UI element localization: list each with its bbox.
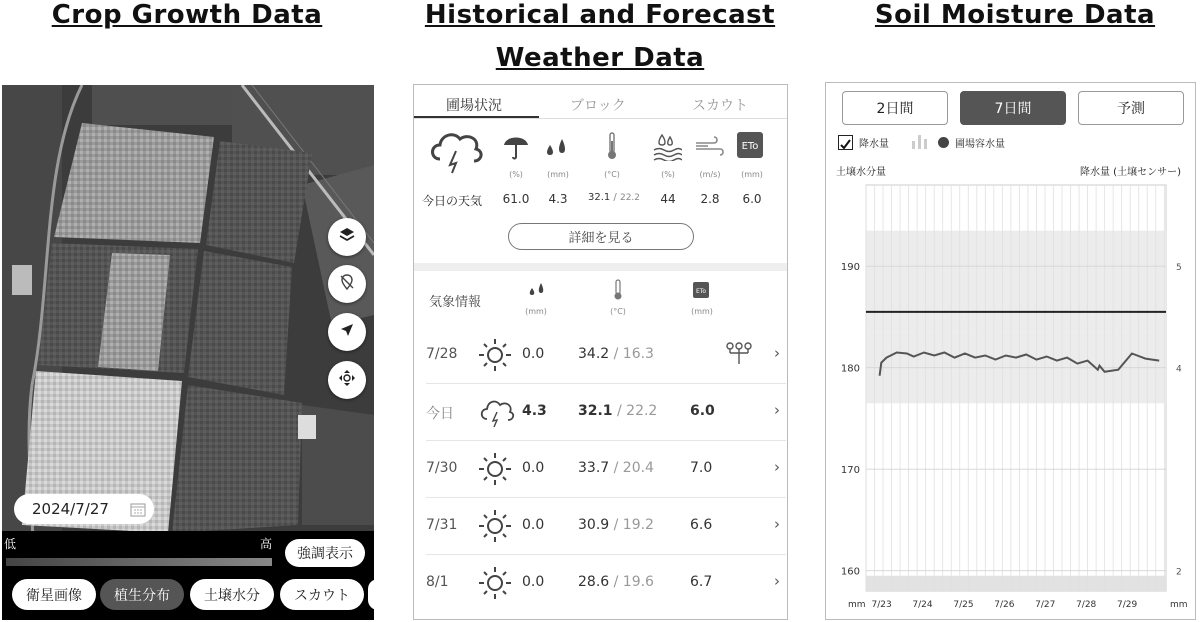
- navigation-arrow-icon: [338, 321, 356, 343]
- chip-satellite-image[interactable]: 衛星画像: [12, 579, 96, 610]
- chevron-right-icon: ›: [774, 515, 780, 533]
- upper-band: [866, 231, 1166, 332]
- row-date: 7/30: [426, 460, 458, 476]
- bottom-band: [866, 576, 1166, 591]
- segment-forecast[interactable]: 予測: [1078, 91, 1184, 125]
- chevron-right-icon: ›: [774, 572, 780, 590]
- row-temp-separator: /: [613, 574, 619, 590]
- x-unit-left: mm: [848, 600, 866, 610]
- today-temp-high: 32.1: [587, 192, 611, 203]
- thermometer-icon: [604, 131, 620, 165]
- date-value: 2024/7/27: [32, 500, 109, 518]
- soil-moisture-heading: Soil Moisture Data: [874, 0, 1156, 30]
- chip-vegetation-distribution[interactable]: 植生分布: [100, 579, 184, 610]
- calendar-icon: [130, 501, 146, 521]
- row-temp: [578, 460, 654, 476]
- row-rain: 0.0: [522, 574, 545, 590]
- location-off-button[interactable]: [328, 265, 366, 303]
- row-temp-low: 19.2: [622, 517, 654, 533]
- today-rain-prob: 61.0: [502, 192, 530, 206]
- row-temp-low: 22.2: [626, 403, 658, 419]
- y2-tick-label: 5: [1176, 263, 1182, 274]
- today-rain: 4.3: [548, 192, 568, 206]
- emphasis-button[interactable]: 強調表示: [285, 539, 365, 567]
- row-date: 8/1: [426, 574, 449, 590]
- row-temp-high: 28.6: [578, 574, 610, 590]
- sun-icon: [478, 566, 512, 604]
- y-tick-label: 160: [840, 566, 860, 578]
- unit-humidity: (%): [661, 170, 675, 179]
- unit-temp: (°C): [604, 170, 620, 179]
- row-temp-high: 34.2: [578, 346, 610, 362]
- forecast-row[interactable]: [426, 556, 786, 612]
- row-rain: 4.3: [522, 403, 547, 419]
- umbrella-icon: [502, 133, 530, 165]
- location-off-icon: [338, 273, 356, 295]
- row-temp-high: 32.1: [578, 403, 613, 419]
- row-temp: [578, 403, 657, 419]
- chevron-right-icon: ›: [774, 458, 780, 476]
- sun-icon: [478, 338, 512, 376]
- humidity-icon: [652, 133, 682, 165]
- col-unit-eto: (mm): [691, 307, 713, 316]
- expand-icon: [338, 369, 356, 391]
- tab-divider: [414, 118, 788, 119]
- row-temp-high: 30.9: [578, 517, 610, 533]
- weather-panel: [413, 84, 788, 620]
- eto-badge-label: ETo: [741, 141, 759, 152]
- x-tick-label: 7/28: [1076, 600, 1097, 610]
- eto-icon: [736, 131, 764, 163]
- row-divider: [426, 497, 786, 498]
- row-temp-low: 16.3: [622, 346, 654, 362]
- y2-axis-label: 降水量 (土壌センサー): [1080, 167, 1181, 178]
- legend-high-label: 高: [260, 537, 273, 551]
- y-tick-label: 180: [840, 363, 860, 375]
- y2-tick-label: 2: [1176, 567, 1182, 578]
- segment-7-days[interactable]: 7日間: [960, 91, 1066, 125]
- unit-wind: (m/s): [699, 170, 721, 179]
- legend-gradient: [6, 558, 272, 566]
- y2-tick-label: 4: [1176, 364, 1182, 375]
- row-date: 7/28: [426, 346, 458, 362]
- forecast-row[interactable]: [426, 442, 786, 498]
- chevron-right-icon: ›: [774, 344, 780, 362]
- row-temp: [578, 517, 654, 533]
- cloud-rain-icon: [426, 125, 490, 179]
- navigate-button[interactable]: [328, 313, 366, 351]
- weather-info-label: 気象情報: [429, 295, 482, 310]
- row-temp: [578, 346, 654, 362]
- wind-icon: [694, 135, 724, 163]
- today-wind: 2.8: [700, 192, 720, 206]
- sun-icon: [478, 509, 512, 547]
- row-temp-low: 20.4: [622, 460, 654, 476]
- x-tick-label: 7/24: [912, 600, 933, 610]
- today-eto: 6.0: [742, 192, 762, 206]
- today-humidity: 44: [660, 192, 676, 206]
- eto-icon: [692, 281, 710, 303]
- legend-rain-label: 降水量: [859, 139, 889, 150]
- raindrops-icon: [526, 281, 548, 303]
- x-tick-label: 7/25: [953, 600, 974, 610]
- row-rain: 0.0: [522, 460, 545, 476]
- row-temp-high: 33.7: [578, 460, 610, 476]
- eto-small-label: ETo: [695, 288, 707, 295]
- row-eto: 7.0: [690, 460, 713, 476]
- chip-soil-moisture[interactable]: 土壌水分: [190, 579, 274, 610]
- today-temp-low: 22.2: [619, 193, 641, 203]
- y-axis-label: 土壌水分量: [836, 167, 886, 178]
- unit-rain-prob: (%): [509, 170, 523, 179]
- chip-scout[interactable]: スカウト: [280, 579, 364, 610]
- y-tick-label: 190: [840, 262, 860, 274]
- weather-heading: Historical and Forecast Weather Data: [424, 0, 776, 73]
- y-tick-label: 170: [840, 465, 860, 477]
- tab-scout[interactable]: スカウト: [692, 98, 748, 114]
- today-temp-separator: /: [613, 192, 617, 203]
- x-unit-right: mm: [1170, 600, 1188, 610]
- today-weather-label: 今日の天気: [422, 194, 483, 208]
- view-details-button[interactable]: 詳細を見る: [508, 223, 694, 250]
- col-unit-rain: (mm): [525, 307, 547, 316]
- cloud-rain-icon: [478, 395, 516, 433]
- row-divider: [426, 383, 786, 384]
- row-temp-separator: /: [613, 517, 619, 533]
- sun-icon: [478, 452, 512, 490]
- unit-eto: (mm): [741, 170, 763, 179]
- unit-rain: (mm): [547, 170, 569, 179]
- row-date: 今日: [426, 406, 454, 422]
- row-eto: 6.6: [690, 517, 713, 533]
- layers-button[interactable]: [328, 218, 366, 256]
- expand-button[interactable]: [328, 361, 366, 399]
- row-temp-separator: /: [617, 403, 622, 419]
- row-temp: [578, 574, 654, 590]
- x-tick-label: 7/26: [994, 600, 1015, 610]
- chip-more[interactable]: [368, 579, 374, 610]
- crop-map-panel: [2, 85, 374, 620]
- segment-2-days[interactable]: 2日間: [842, 91, 948, 125]
- sprinkler-icon: [724, 342, 754, 370]
- soil-moisture-chart: [826, 83, 1196, 620]
- forecast-row[interactable]: [426, 499, 786, 555]
- layers-icon: [338, 226, 356, 248]
- row-rain: 0.0: [522, 517, 545, 533]
- x-tick-label: 7/29: [1116, 600, 1138, 610]
- row-divider: [426, 554, 786, 555]
- forecast-row[interactable]: [426, 385, 786, 441]
- tab-block[interactable]: ブロック: [570, 98, 626, 114]
- row-temp-low: 19.6: [622, 574, 654, 590]
- raindrops-icon: [542, 135, 572, 165]
- row-eto: 6.0: [690, 403, 715, 419]
- date-picker[interactable]: [14, 494, 154, 524]
- col-unit-temp: (°C): [610, 307, 626, 316]
- soil-moisture-panel: [825, 82, 1196, 620]
- thermometer-icon: [612, 279, 624, 305]
- forecast-row[interactable]: [426, 328, 786, 384]
- row-temp-separator: /: [613, 460, 619, 476]
- crop-growth-heading: Crop Growth Data: [51, 0, 323, 30]
- x-tick-label: 7/23: [871, 600, 892, 610]
- row-temp-separator: /: [613, 346, 619, 362]
- legend-low-label: 低: [4, 537, 17, 551]
- chevron-right-icon: ›: [774, 401, 780, 419]
- legend-capacity-label: 圃場容水量: [955, 139, 1005, 150]
- today-temp: [584, 192, 644, 203]
- row-date: 7/31: [426, 517, 458, 533]
- x-tick-label: 7/27: [1035, 600, 1056, 610]
- row-rain: 0.0: [522, 346, 545, 362]
- row-divider: [426, 440, 786, 441]
- section-divider: [414, 263, 788, 271]
- tab-field-status[interactable]: 圃場状況: [446, 98, 502, 114]
- row-eto: 6.7: [690, 574, 713, 590]
